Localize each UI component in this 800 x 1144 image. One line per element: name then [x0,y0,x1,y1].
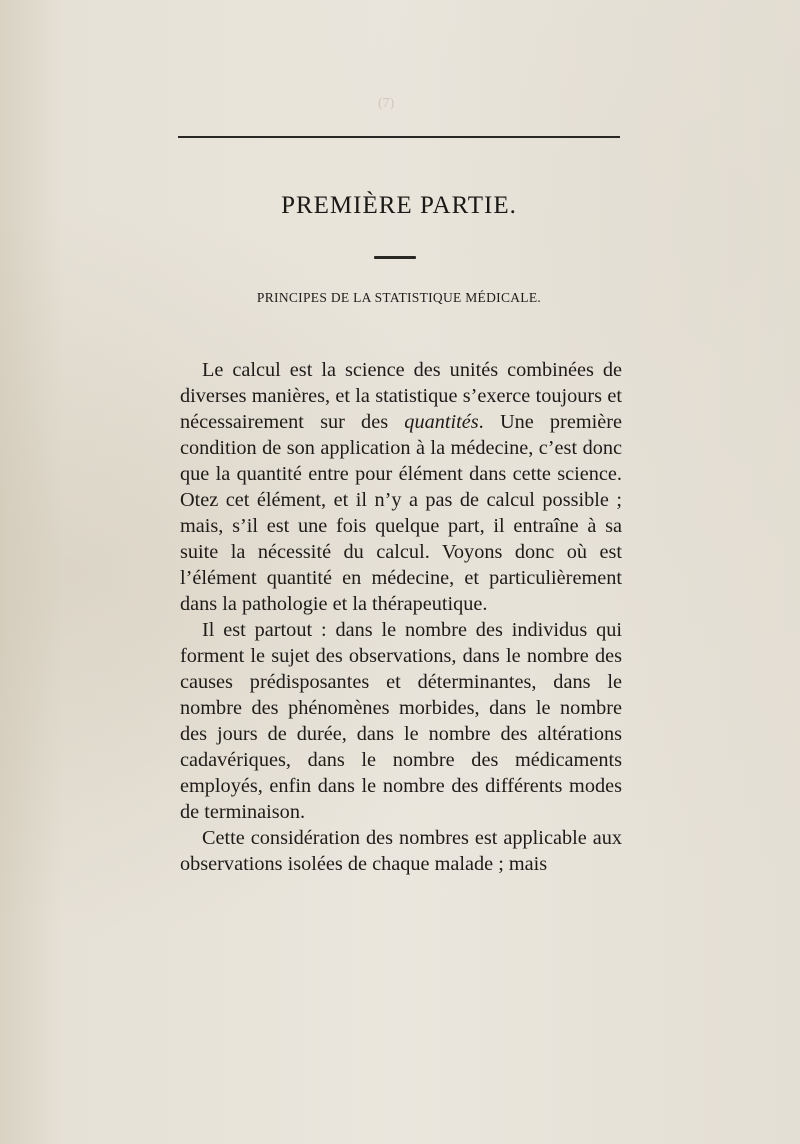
header-rule [178,136,620,138]
ornament-rule [374,256,416,259]
page-number: (7) [378,96,395,111]
paragraph-1-start: Le calcul est la science des unités combinées de diverses manières, et la statistique s’exerce toujours et nécessairement sur des [180,359,622,433]
emphasized-word: quantités [404,411,479,433]
paragraph-3: Cette considération des nombres est applicable aux observations isolées de chaque malade ; mais [180,827,622,875]
paragraph-2: Il est partout : dans le nombre des individus qui forment le sujet des observations, dans le nombre des causes prédisposantes et déterminantes, dans le nombre des phénomènes morbides, dans le nombre des jours de durée, dans le nombre des altérations cadavériques, dans le nombre des médicaments employés, enfin dans le nombre des différents modes de terminaison. [180,619,622,823]
body-text [180,357,622,877]
part-title: PREMIÈRE PARTIE. [281,192,517,219]
paragraph-1 [180,357,622,617]
section-title: PRINCIPES DE LA STATISTIQUE MÉDICALE. [256,290,542,305]
paragraph-1-end: . Une première condition de son application à la médecine, c’est donc que la quantité entre pour élément dans cette science. Otez cet élément, et il n’y a pas de calcul possible ; mais, s’il est une fois quelque part, il entraîne à sa suite la nécessité du calcul. Voyons donc où est l’élément quantité en médecine, et particulièrement dans la pathologie et la thérapeutique. [180,411,622,615]
